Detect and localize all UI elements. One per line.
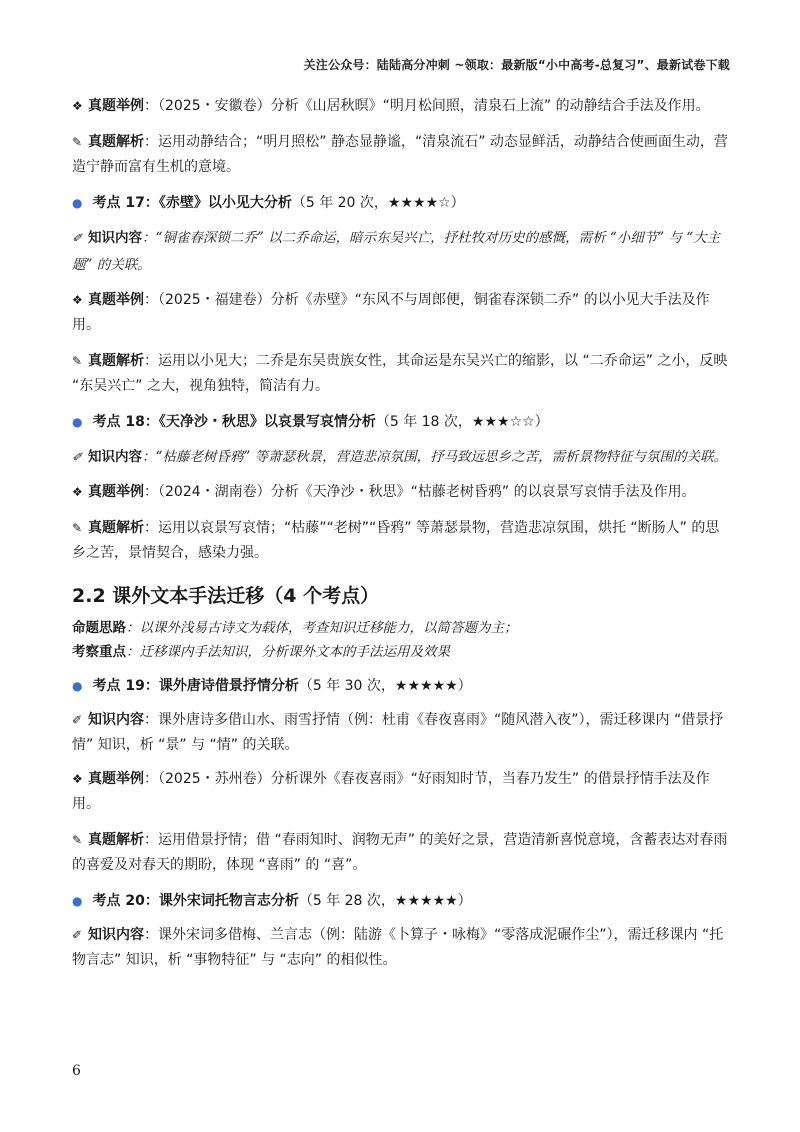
kaodian-18-heading [72, 410, 732, 434]
paragraph-label: 真题举例 [88, 484, 144, 500]
pencil-icon: ✎ [72, 521, 83, 535]
analysis-paragraph [72, 130, 732, 180]
pencil-icon: ✎ [72, 354, 83, 368]
paragraph-label: 真题举例 [88, 98, 144, 114]
paragraph-label: 真题解析 [88, 832, 144, 848]
paragraph-label: 考察重点 [72, 644, 126, 660]
diamond-icon: ❖ [72, 772, 83, 786]
kaodian-meta: （5 年 18 次，★★★☆☆） [375, 414, 549, 430]
paragraph-text: ：运用以小见大；二乔是东吴贵族女性，其命运是东吴兴亡的缩影，以 “二乔命运” 之小，反映 “东吴兴亡” 之大，视角独特，简洁有力。 [72, 353, 728, 394]
paragraph-label: 真题举例 [88, 771, 144, 787]
paragraph-label: 真题解析 [88, 134, 144, 150]
knowledge-paragraph [72, 708, 732, 758]
kaodian-title: 考点 19：课外唐诗借景抒情分析 [92, 678, 299, 694]
pencil-icon: ✎ [72, 833, 83, 847]
paragraph-text: ：课外唐诗多借山水、雨雪抒情（例：杜甫《春夜喜雨》“随风潜入夜”），需迁移课内 “借景抒情” 知识，析 “景” 与 “情” 的关联。 [72, 712, 724, 753]
paragraph-label: 知识内容 [88, 230, 142, 246]
pen-icon: ✐ [72, 231, 83, 245]
kaodian-20-heading [72, 889, 732, 913]
example-paragraph [72, 767, 732, 817]
proposition-idea [72, 616, 732, 640]
paragraph-text: ：运用以哀景写哀情；“枯藤”“老树”“昏鸦” 等萧瑟景物，营造悲凉氛围，烘托 “断肠人” 的思乡之苦，景情契合，感染力强。 [72, 520, 720, 561]
paragraph-text: ：运用动静结合；“明月照松” 静态显静谧，“清泉流石” 动态显鲜活，动静结合使画面生动，营造宁静而富有生机的意境。 [72, 134, 728, 175]
paragraph-text: ：迁移课内手法知识，分析课外文本的手法运用及效果 [126, 644, 450, 660]
bullet-dot-icon: ● [72, 196, 83, 210]
page-number: 6 [72, 1063, 81, 1079]
paragraph-label: 知识内容 [88, 449, 142, 465]
example-paragraph [72, 480, 732, 505]
diamond-icon: ❖ [72, 485, 83, 499]
kaodian-title: 考点 17：《赤壁》以小见大分析 [92, 195, 292, 211]
focus-points [72, 640, 732, 664]
bullet-dot-icon: ● [72, 415, 83, 429]
kaodian-17-heading [72, 191, 732, 215]
example-paragraph [72, 288, 732, 338]
analysis-paragraph [72, 828, 732, 878]
kaodian-meta: （5 年 20 次，★★★★☆） [291, 195, 465, 211]
knowledge-paragraph [72, 923, 732, 973]
page-content [72, 94, 732, 982]
example-paragraph [72, 94, 732, 119]
knowledge-paragraph [72, 444, 732, 471]
paragraph-text: ：课外宋词多借梅、兰言志（例：陆游《卜算子・咏梅》“零落成泥碾作尘”），需迁移课内 “托物言志” 知识，析 “事物特征” 与 “志向” 的相似性。 [72, 927, 724, 968]
kaodian-title: 考点 20：课外宋词托物言志分析 [92, 893, 299, 909]
diamond-icon: ❖ [72, 99, 83, 113]
pen-icon: ✐ [72, 928, 83, 942]
section-heading: 2.2 课外文本手法迁移（4 个考点） [72, 585, 380, 607]
kaodian-title: 考点 18：《天净沙・秋思》以哀景写哀情分析 [92, 414, 376, 430]
paragraph-text: ：（2025・福建卷）分析《赤壁》“东风不与周郎便，铜雀春深锁二乔” 的以小见大手法及作用。 [72, 292, 710, 333]
pen-icon: ✐ [72, 450, 83, 464]
paragraph-label: 真题解析 [88, 520, 144, 536]
kaodian-19-heading [72, 674, 732, 698]
bullet-dot-icon: ● [72, 679, 83, 693]
paragraph-text: ：运用借景抒情；借 “春雨知时、润物无声” 的美好之景，营造清新喜悦意境，含蓄表达对春雨的喜爱及对春天的期盼，体现 “喜雨” 的 “喜”。 [72, 832, 728, 873]
analysis-paragraph [72, 349, 732, 399]
paragraph-label: 知识内容 [88, 712, 144, 728]
paragraph-text: ：（2024・湖南卷）分析《天净沙・秋思》“枯藤老树昏鸦” 的以哀景写哀情手法及作用。 [144, 484, 696, 500]
analysis-paragraph [72, 516, 732, 566]
paragraph-text: ：“枯藤老树昏鸦” 等萧瑟秋景，营造悲凉氛围，抒马致远思乡之苦，需析景物特征与氛围的关联。 [142, 449, 728, 465]
kaodian-meta: （5 年 30 次，★★★★★） [298, 678, 472, 694]
bullet-dot-icon: ● [72, 894, 83, 908]
paragraph-label: 真题举例 [88, 292, 144, 308]
paragraph-text: ：“铜雀春深锁二乔” 以二乔命运，暗示东吴兴亡，抒杜牧对历史的感慨，需析 “小细节” 与 “大主题” 的关联。 [72, 230, 721, 273]
pencil-icon: ✎ [72, 135, 83, 149]
paragraph-label: 命题思路 [72, 620, 126, 636]
paragraph-text: ：以课外浅易古诗文为载体，考查知识迁移能力，以简答题为主； [126, 620, 518, 636]
paragraph-text: ：（2025・苏州卷）分析课外《春夜喜雨》“好雨知时节，当春乃发生” 的借景抒情手法及作用。 [72, 771, 710, 812]
page-header: 关注公众号：陆陆高分冲刺 ~领取：最新版“小中高考-总复习”、最新试卷下载 [303, 58, 730, 72]
paragraph-label: 知识内容 [88, 927, 144, 943]
paragraph-label: 真题解析 [88, 353, 144, 369]
paragraph-text: ：（2025・安徽卷）分析《山居秋暝》“明月松间照，清泉石上流” 的动静结合手法及作用。 [144, 98, 710, 114]
diamond-icon: ❖ [72, 293, 83, 307]
pen-icon: ✐ [72, 713, 83, 727]
knowledge-paragraph [72, 225, 732, 279]
kaodian-meta: （5 年 28 次，★★★★★） [298, 893, 472, 909]
